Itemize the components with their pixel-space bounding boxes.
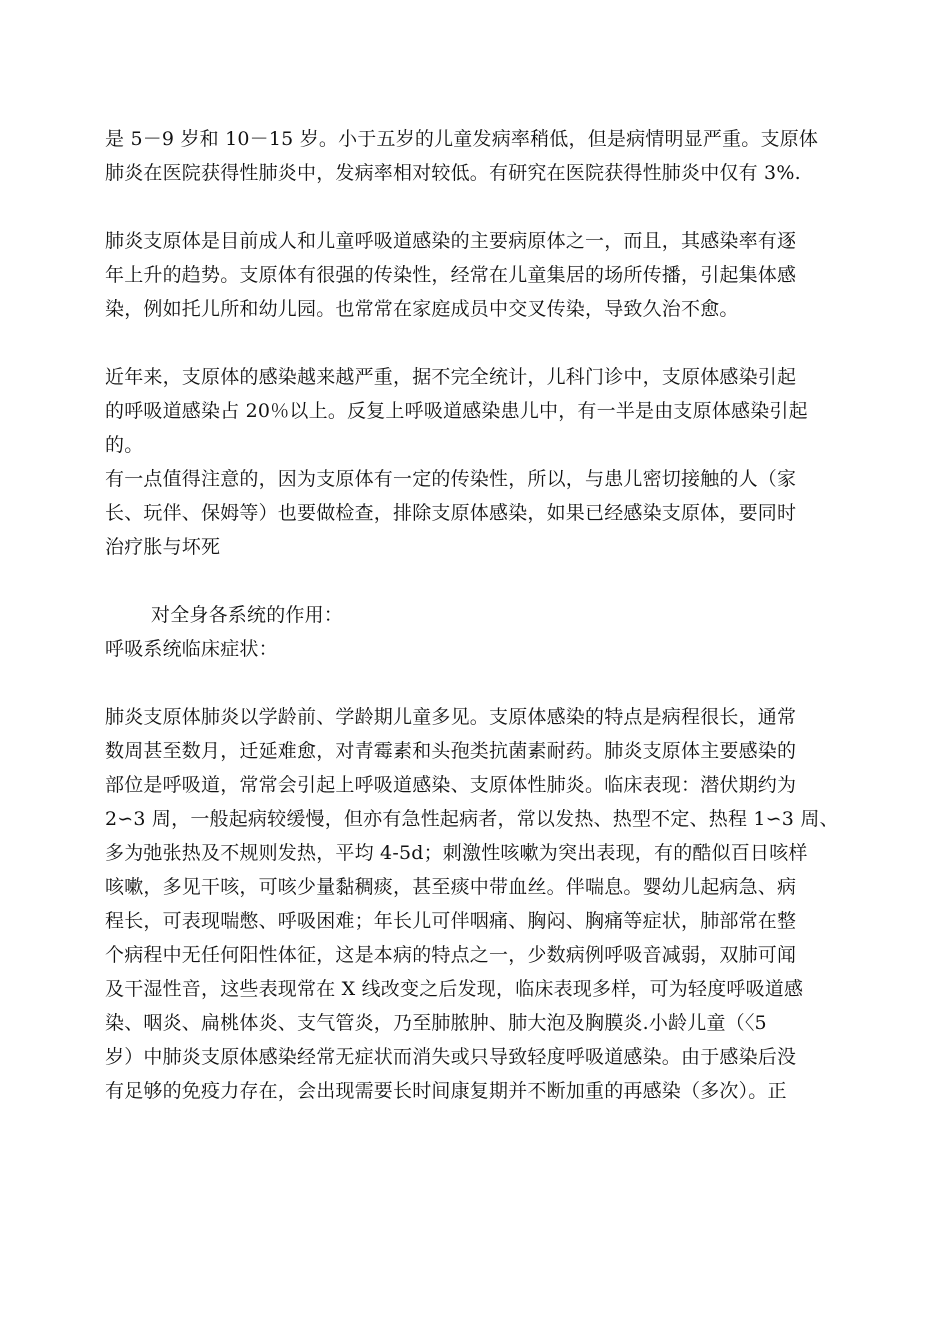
text-line: 近年来，支原体的感染越来越严重，据不完全统计，儿科门诊中，支原体感染引起 <box>105 366 797 388</box>
text-line: 岁）中肺炎支原体感染经常无症状而消失或只导致轻度呼吸道感染。由于感染后没 <box>105 1046 797 1068</box>
text-line: 个病程中无任何阳性体征，这是本病的特点之一，少数病例呼吸音减弱，双肺可闻 <box>105 944 797 966</box>
text-line: 有一点值得注意的，因为支原体有一定的传染性，所以，与患儿密切接触的人（家 <box>105 468 797 490</box>
subsection-heading: 呼吸系统临床症状： <box>105 638 278 660</box>
paragraph-incidence <box>105 122 845 190</box>
text-line: 的。 <box>105 434 144 456</box>
paragraph-pathogen <box>105 224 845 326</box>
text-line: 肺炎支原体是目前成人和儿童呼吸道感染的主要病原体之一，而且，其感染率有逐 <box>105 230 797 252</box>
text-line: 染、咽炎、扁桃体炎、支气管炎，乃至肺脓肿、肺大泡及胸膜炎.小龄儿童（〈5 <box>105 1012 767 1034</box>
paragraph-gap <box>105 666 845 700</box>
text-line: 数周甚至数月，迁延难愈，对青霉素和头孢类抗菌素耐药。肺炎支原体主要感染的 <box>105 740 797 762</box>
paragraph-gap <box>105 326 845 360</box>
text-line: 及干湿性音，这些表现常在 X 线改变之后发现，临床表现多样，可为轻度呼吸道感 <box>105 978 804 1000</box>
text-line: 长、玩伴、保姆等）也要做检查，排除支原体感染，如果已经感染支原体，要同时 <box>105 502 797 524</box>
text-line: 治疗胀与坏死 <box>105 536 221 558</box>
text-line: 程长，可表现喘憋、呼吸困难；年长儿可伴咽痛、胸闷、胸痛等症状，肺部常在整 <box>105 910 797 932</box>
document-page <box>105 122 845 1108</box>
text-line: 咳嗽，多见干咳，可咳少量黏稠痰，甚至痰中带血丝。伴喘息。婴幼儿起病急、病 <box>105 876 797 898</box>
text-line: 有足够的免疫力存在，会出现需要长时间康复期并不断加重的再感染（多次）。正 <box>105 1080 787 1102</box>
text-line: 2∽3 周，一般起病较缓慢，但亦有急性起病者，常以发热、热型不定、热程 1∽3 周、 <box>105 808 839 830</box>
text-line: 染，例如托儿所和幼儿园。也常常在家庭成员中交叉传染，导致久治不愈。 <box>105 298 739 320</box>
text-line: 是 5－9 岁和 10－15 岁。小于五岁的儿童发病率稍低，但是病情明显严重。支原体 <box>105 128 819 150</box>
section-heading: 对全身各系统的作用： <box>151 604 344 626</box>
text-line: 肺炎支原体肺炎以学龄前、学龄期儿童多见。支原体感染的特点是病程很长，通常 <box>105 706 797 728</box>
paragraph-statistics <box>105 360 845 462</box>
paragraph-gap <box>105 564 845 598</box>
text-line: 肺炎在医院获得性肺炎中，发病率相对较低。有研究在医院获得性肺炎中仅有 3%. <box>105 162 801 184</box>
text-line: 的呼吸道感染占 20％以上。反复上呼吸道感染患儿中，有一半是由支原体感染引起 <box>105 400 808 422</box>
text-line: 多为弛张热及不规则发热，平均 4-5d；刺激性咳嗽为突出表现，有的酷似百日咳样 <box>105 842 808 864</box>
text-line: 年上升的趋势。支原体有很强的传染性，经常在儿童集居的场所传播，引起集体感 <box>105 264 797 286</box>
text-line: 部位是呼吸道，常常会引起上呼吸道感染、支原体性肺炎。临床表现：潜伏期约为 <box>105 774 797 796</box>
paragraph-respiratory-symptoms <box>105 700 845 1108</box>
paragraph-gap <box>105 190 845 224</box>
paragraph-attention <box>105 462 845 564</box>
